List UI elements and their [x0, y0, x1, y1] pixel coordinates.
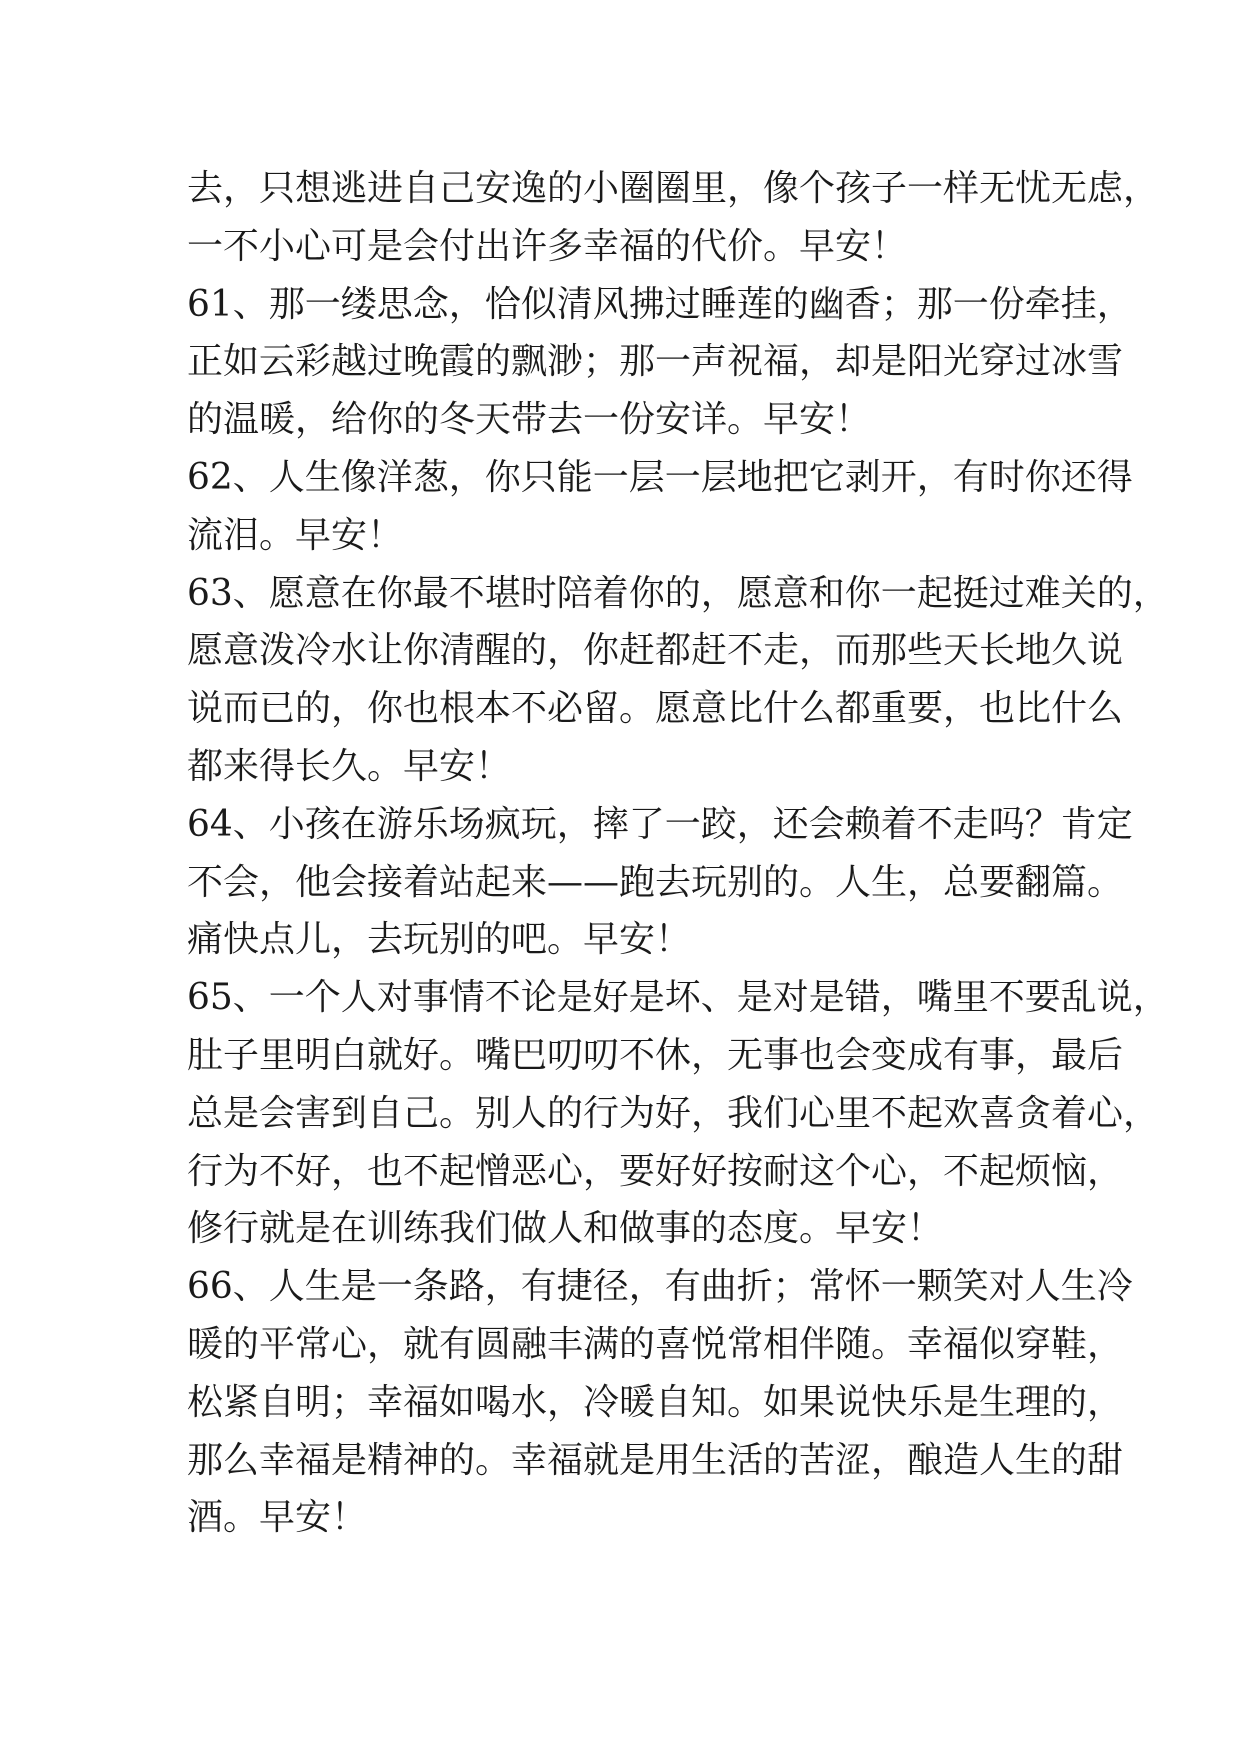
text-line: 痛快点儿，去玩别的吧。早安！ — [187, 919, 692, 961]
text-line: 肚子里明白就好。嘴巴叨叨不休，无事也会变成有事，最后 — [187, 1034, 1124, 1076]
text-line: 65、一个人对事情不论是好是坏、是对是错，嘴里不要乱说， — [187, 977, 1169, 1019]
text-line: 61、那一缕思念，恰似清风拂过睡莲的幽香；那一份牵挂， — [187, 283, 1133, 325]
text-line: 愿意泼冷水让你清醒的，你赶都赶不走，而那些天长地久说 — [187, 630, 1124, 672]
text-line: 暖的平常心，就有圆融丰满的喜悦常相伴随。幸福似穿鞋， — [187, 1323, 1124, 1365]
text-line: 流泪。早安！ — [187, 514, 404, 556]
text-line: 不会，他会接着站起来——跑去玩别的。人生，总要翻篇。 — [187, 861, 1124, 903]
text-line: 一不小心可是会付出许多幸福的代价。早安！ — [187, 225, 908, 267]
text-line: 都来得长久。早安！ — [187, 745, 512, 787]
text-line: 说而已的，你也根本不必留。愿意比什么都重要，也比什么 — [187, 688, 1124, 730]
text-line: 的温暖，给你的冬天带去一份安详。早安！ — [187, 399, 872, 441]
text-line: 酒。早安！ — [187, 1497, 368, 1539]
text-line: 62、人生像洋葱，你只能一层一层地把它剥开，有时你还得 — [187, 456, 1133, 498]
text-line: 那么幸福是精神的。幸福就是用生活的苦涩，酿造人生的甜 — [187, 1439, 1124, 1481]
text-line: 松紧自明；幸福如喝水，冷暖自知。如果说快乐是生理的， — [187, 1381, 1124, 1423]
text-line: 63、愿意在你最不堪时陪着你的，愿意和你一起挺过难关的， — [187, 572, 1169, 614]
text-line: 总是会害到自己。别人的行为好，我们心里不起欢喜贪着心， — [187, 1092, 1160, 1134]
text-line: 66、人生是一条路，有捷径，有曲折；常怀一颗笑对人生冷 — [187, 1266, 1133, 1308]
text-line: 64、小孩在游乐场疯玩，摔了一跤，还会赖着不走吗？肯定 — [187, 803, 1133, 845]
text-line: 行为不好，也不起憎恶心，要好好按耐这个心，不起烦恼， — [187, 1150, 1124, 1192]
text-line: 修行就是在训练我们做人和做事的态度。早安！ — [187, 1208, 944, 1250]
body-text — [187, 160, 1169, 1547]
text-line: 正如云彩越过晚霞的飘渺；那一声祝福，却是阳光穿过冰雪 — [187, 341, 1124, 383]
text-line: 去，只想逃进自己安逸的小圈圈里，像个孩子一样无忧无虑， — [187, 168, 1160, 209]
